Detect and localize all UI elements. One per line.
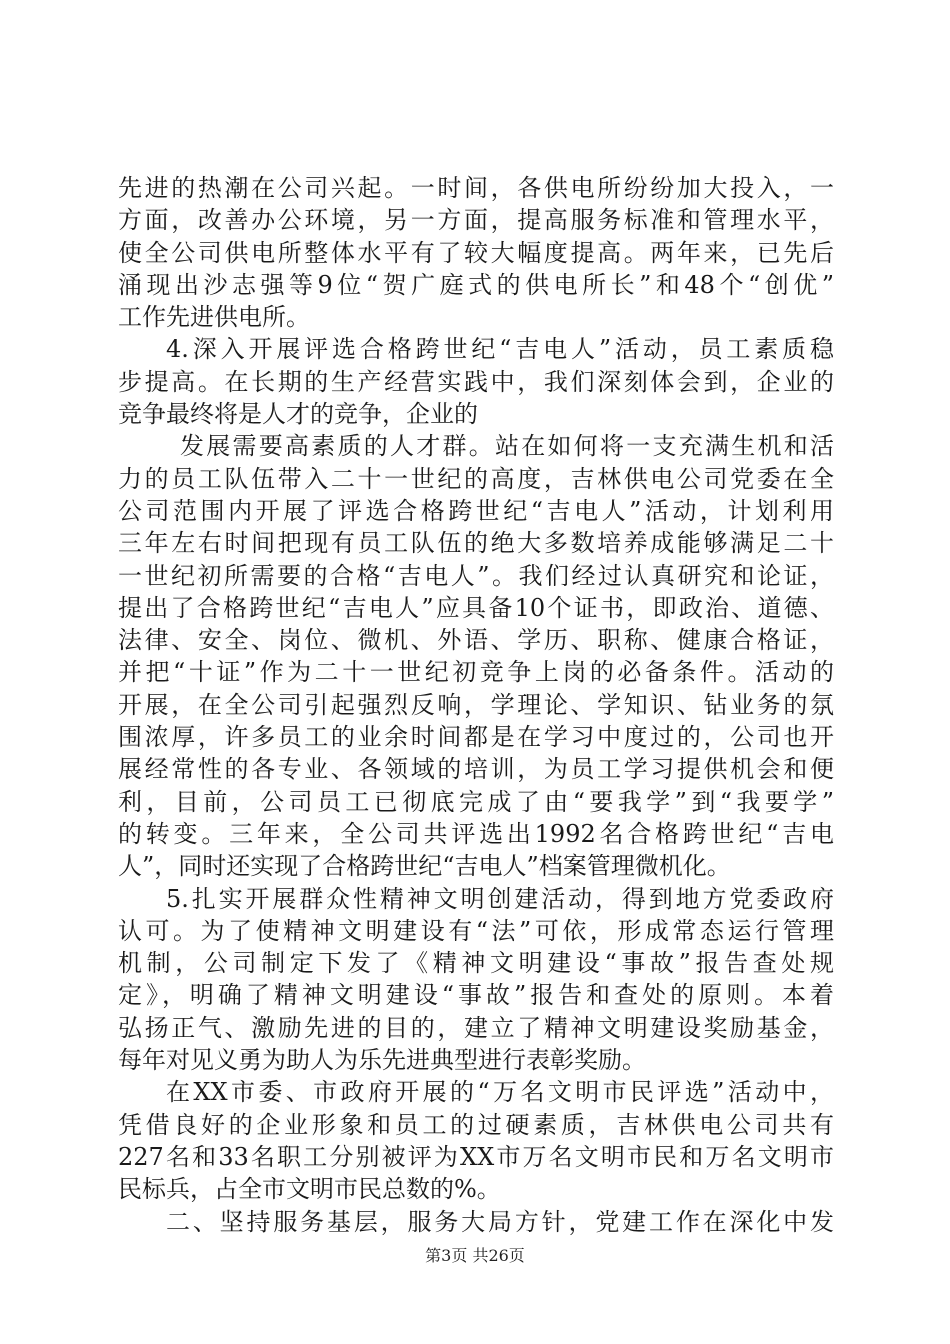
text-line: 弘扬正气、激励先进的目的，建立了精神文明建设奖励基金， (118, 1013, 834, 1042)
text-line: 利，目前，公司员工已彻底完成了由“要我学”到“我要学” (118, 787, 834, 816)
text-line: 先进的热潮在公司兴起。一时间，各供电所纷纷加大投入，一 (118, 174, 834, 202)
text-line: 并把“十证”作为二十一世纪初竞争上岗的必备条件。活动的 (118, 658, 834, 687)
text-line: 围浓厚，许多员工的业余时间都是在学习中度过的，公司也开 (118, 723, 834, 752)
text-line: 方面，改善办公环境，另一方面，提高服务标准和管理水平， (118, 206, 834, 235)
text-line: 定》，明确了精神文明建设“事故”报告和查处的原则。本着 (118, 981, 834, 1010)
text-line: 发展需要高素质的人才群。站在如何将一支充满生机和活 (180, 432, 834, 461)
text-line: 法律、安全、岗位、微机、外语、学历、职称、健康合格证， (118, 626, 834, 655)
text-line: 认可。为了使精神文明建设有“法”可依，形成常态运行管理 (118, 916, 834, 945)
section-heading: 二、坚持服务基层，服务大局方针，党建工作在深化中发 (166, 1207, 834, 1236)
text-line: 公司范围内开展了评选合格跨世纪“吉电人”活动，计划利用 (118, 496, 834, 525)
text-line: 工作先进供电所。 (118, 303, 310, 332)
text-line: 人”，同时还实现了合格跨世纪“吉电人”档案管理微机化。 (118, 852, 731, 881)
text-line: 机制，公司制定下发了《精神文明建设“事故”报告查处规 (118, 949, 834, 978)
text-line: 竞争最终将是人才的竞争，企业的 (118, 400, 478, 429)
text-line: 的转变。三年来，全公司共评选出1992名合格跨世纪“吉电 (118, 819, 834, 848)
text-line: 步提高。在长期的生产经营实践中，我们深刻体会到，企业的 (118, 367, 834, 396)
body-text (118, 172, 834, 1238)
text-line: 每年对见义勇为助人为乐先进典型进行表彰奖励。 (118, 1046, 646, 1075)
text-line: 涌现出沙志强等9位“贺广庭式的供电所长”和48个“创优” (118, 270, 834, 299)
text-line: 凭借良好的企业形象和员工的过硬素质，吉林供电公司共有 (118, 1110, 834, 1139)
text-line: 在XX市委、市政府开展的“万名文明市民评选”活动中， (166, 1078, 834, 1107)
text-line: 227名和33名职工分别被评为XX市万名文明市民和万名文明市 (118, 1142, 834, 1171)
text-line: 5.扎实开展群众性精神文明创建活动，得到地方党委政府 (166, 884, 834, 913)
page-number-footer: 第3页 共26页 (425, 1246, 525, 1265)
text-line: 三年左右时间把现有员工队伍的绝大多数培养成能够满足二十 (118, 529, 834, 558)
text-line: 提出了合格跨世纪“吉电人”应具备10个证书，即政治、道德、 (118, 593, 834, 622)
text-line: 展经常性的各专业、各领域的培训，为员工学习提供机会和便 (118, 755, 834, 784)
text-line: 4.深入开展评选合格跨世纪“吉电人”活动，员工素质稳 (166, 335, 834, 364)
text-line: 一世纪初所需要的合格“吉电人”。我们经过认真研究和论证， (118, 561, 834, 590)
text-line: 开展，在全公司引起强烈反响，学理论、学知识、钻业务的氛 (118, 690, 834, 719)
text-line: 力的员工队伍带入二十一世纪的高度，吉林供电公司党委在全 (118, 464, 834, 493)
text-line: 民标兵，占全市文明市民总数的%。 (118, 1175, 501, 1204)
text-line: 使全公司供电所整体水平有了较大幅度提高。两年来，已先后 (118, 238, 834, 267)
